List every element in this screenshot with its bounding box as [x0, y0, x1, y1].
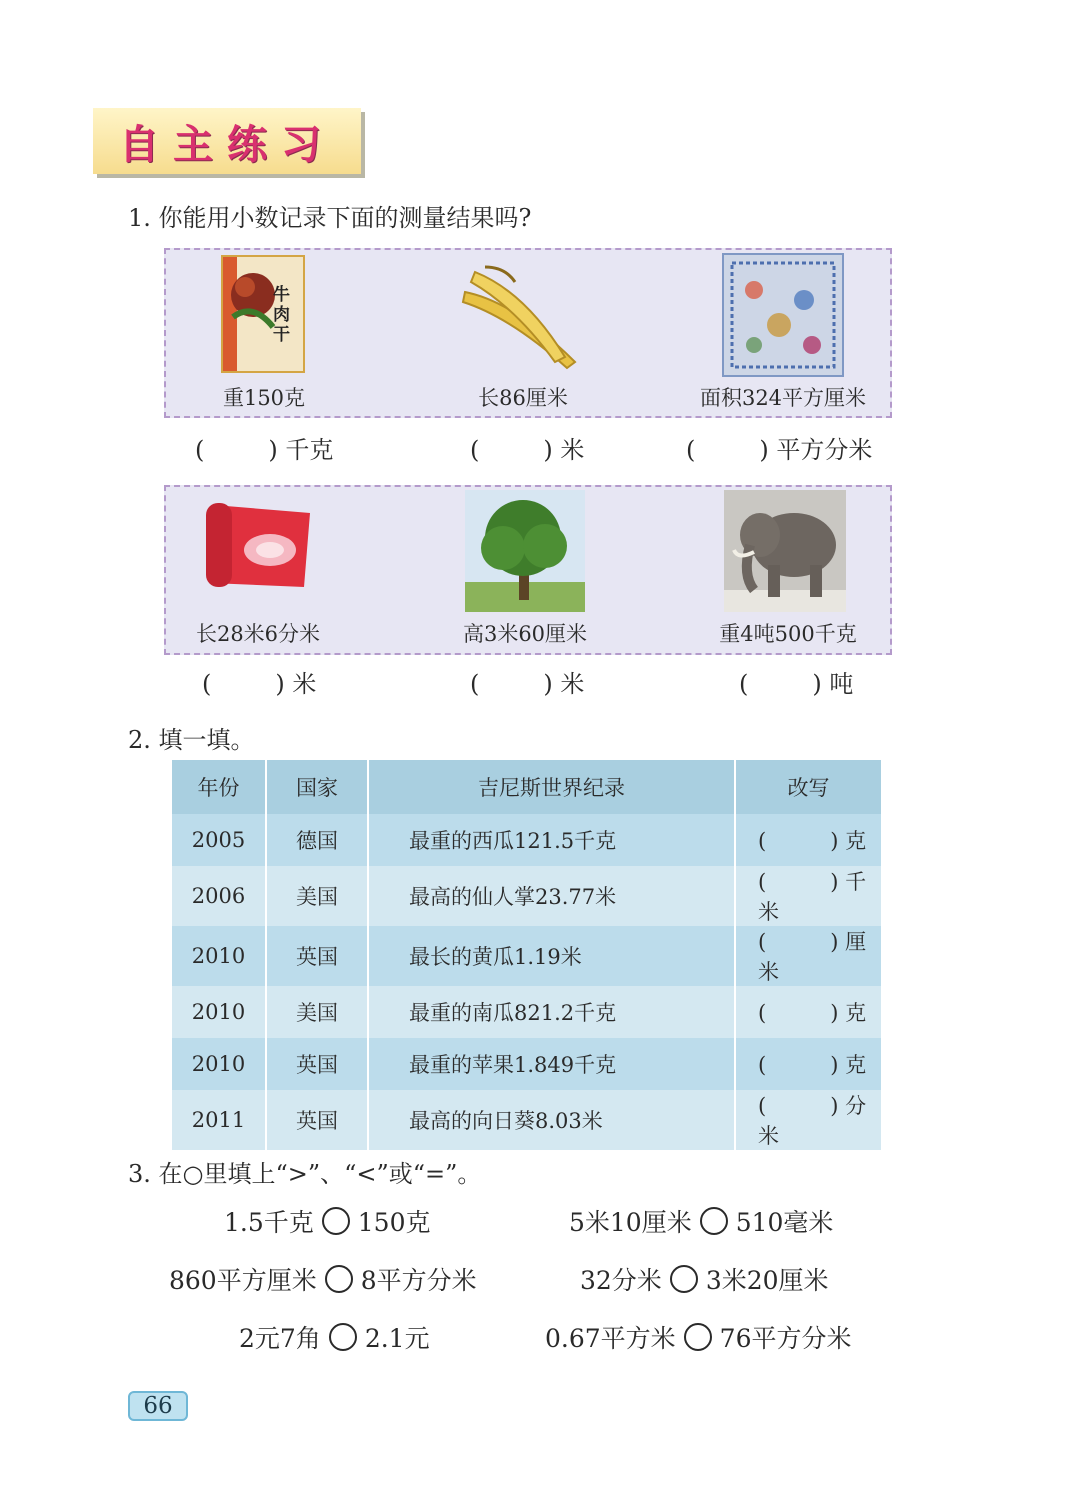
compare-circle[interactable] [329, 1323, 357, 1351]
compare-left: 1.5千克 [224, 1208, 314, 1237]
compare-item-3 [169, 1261, 477, 1297]
compare-right: 510毫米 [735, 1208, 834, 1237]
paren-open: ( [202, 670, 212, 698]
paren-close: ) [268, 436, 278, 464]
table-row [172, 814, 882, 866]
paren-open: ( [739, 670, 749, 698]
compare-item-2 [569, 1203, 833, 1239]
paren-close: ) [812, 670, 822, 698]
cell-year: 2005 [172, 814, 266, 866]
answer-unit: 米 [560, 670, 585, 698]
cell-unit: 千米 [758, 870, 867, 924]
compare-right: 150克 [357, 1208, 431, 1237]
table-row [172, 986, 882, 1038]
compare-left: 860平方厘米 [169, 1266, 317, 1295]
cell-country: 英国 [266, 926, 368, 986]
compare-circle[interactable] [684, 1323, 712, 1351]
section-title: 自主练习 [119, 121, 335, 168]
paren-open: ( [470, 670, 480, 698]
page-number: 66 [128, 1391, 188, 1421]
beef-jerky-image [221, 255, 305, 373]
compare-item-6 [545, 1319, 851, 1355]
paren-open: ( [686, 436, 696, 464]
cell-unit: 克 [845, 829, 867, 853]
package-label: 牛肉干 [273, 285, 290, 345]
cell-year: 2011 [172, 1090, 266, 1150]
answer-blank-3 [686, 430, 872, 465]
compare-left: 5米10厘米 [569, 1208, 692, 1237]
paren-open: ( [470, 436, 480, 464]
paren-close: ) [275, 670, 285, 698]
cell-answer: ( ) 克 [735, 1038, 882, 1090]
header-record: 吉尼斯世界纪录 [368, 760, 735, 814]
cell-record: 最重的南瓜821.2千克 [368, 986, 735, 1038]
answer-blank-1 [195, 430, 333, 465]
cell-record: 最重的西瓜121.5千克 [368, 814, 735, 866]
cell-country: 英国 [266, 1038, 368, 1090]
cell-country: 美国 [266, 866, 368, 926]
paren-close: ) [543, 670, 553, 698]
cell-unit: 分米 [758, 1094, 867, 1148]
caption-jerky: 重150克 [222, 386, 306, 410]
answer-unit: 平方分米 [776, 436, 873, 464]
compare-circle[interactable] [670, 1265, 698, 1293]
answer-unit: 吨 [829, 670, 854, 698]
table-row [172, 1090, 882, 1150]
compare-item-5 [239, 1319, 430, 1355]
tablecloth-image [722, 253, 844, 377]
compare-left: 0.67平方米 [545, 1324, 676, 1353]
compare-left: 32分米 [580, 1266, 662, 1295]
cell-year: 2010 [172, 986, 266, 1038]
compare-circle[interactable] [700, 1207, 728, 1235]
cell-answer: ( ) 千米 [735, 866, 882, 926]
cell-unit: 厘米 [758, 930, 867, 984]
cell-answer: ( ) 克 [735, 986, 882, 1038]
question-3-title: 3. 在○里填上“>”、“<”或“=”。 [128, 1160, 482, 1188]
section-banner [93, 108, 361, 174]
blanket-image [200, 495, 318, 595]
paren-close: ) [543, 436, 553, 464]
question-1-title: 1. 你能用小数记录下面的测量结果吗? [128, 204, 532, 232]
header-year: 年份 [172, 760, 266, 814]
question-2-title: 2. 填一填。 [128, 726, 255, 754]
answer-unit: 米 [292, 670, 317, 698]
cell-year: 2006 [172, 866, 266, 926]
tree-image [465, 490, 585, 612]
table-row [172, 926, 882, 986]
cell-unit: 克 [845, 1001, 867, 1025]
cell-country: 德国 [266, 814, 368, 866]
compare-right: 76平方分米 [719, 1324, 852, 1353]
compare-right: 2.1元 [364, 1324, 430, 1353]
compare-circle[interactable] [322, 1207, 350, 1235]
cell-record: 最高的仙人掌23.77米 [368, 866, 735, 926]
answer-unit: 米 [560, 436, 585, 464]
cell-record: 最高的向日葵8.03米 [368, 1090, 735, 1150]
answer-blank-4 [202, 664, 316, 699]
answer-blank-5 [470, 664, 584, 699]
cell-year: 2010 [172, 926, 266, 986]
records-table [172, 760, 883, 1150]
cell-answer: ( ) 厘米 [735, 926, 882, 986]
caption-tablecloth: 面积324平方厘米 [699, 386, 867, 410]
compare-right: 3米20厘米 [705, 1266, 829, 1295]
cell-year: 2010 [172, 1038, 266, 1090]
caption-banana: 长86厘米 [478, 386, 568, 410]
table-row [172, 1038, 882, 1090]
cell-country: 英国 [266, 1090, 368, 1150]
compare-item-4 [580, 1261, 829, 1297]
cell-answer: ( ) 分米 [735, 1090, 882, 1150]
caption-blanket: 长28米6分米 [195, 622, 321, 646]
answer-blank-6 [739, 664, 853, 699]
elephant-image [724, 490, 846, 612]
table-row [172, 866, 882, 926]
cell-unit: 克 [845, 1053, 867, 1077]
answer-blank-2 [470, 430, 584, 465]
header-country: 国家 [266, 760, 368, 814]
paren-open: ( [195, 436, 205, 464]
table-header-row [172, 760, 882, 814]
paren-close: ) [759, 436, 769, 464]
banana-image [455, 262, 585, 372]
cell-record: 最长的黄瓜1.19米 [368, 926, 735, 986]
caption-elephant: 重4吨500千克 [719, 622, 857, 646]
answer-unit: 千克 [285, 436, 334, 464]
compare-circle[interactable] [325, 1265, 353, 1293]
cell-country: 美国 [266, 986, 368, 1038]
compare-right: 8平方分米 [360, 1266, 477, 1295]
compare-item-1 [224, 1203, 430, 1239]
cell-answer: ( ) 克 [735, 814, 882, 866]
caption-tree: 高3米60厘米 [462, 622, 588, 646]
compare-left: 2元7角 [239, 1324, 321, 1353]
header-rewrite: 改写 [735, 760, 882, 814]
cell-record: 最重的苹果1.849千克 [368, 1038, 735, 1090]
